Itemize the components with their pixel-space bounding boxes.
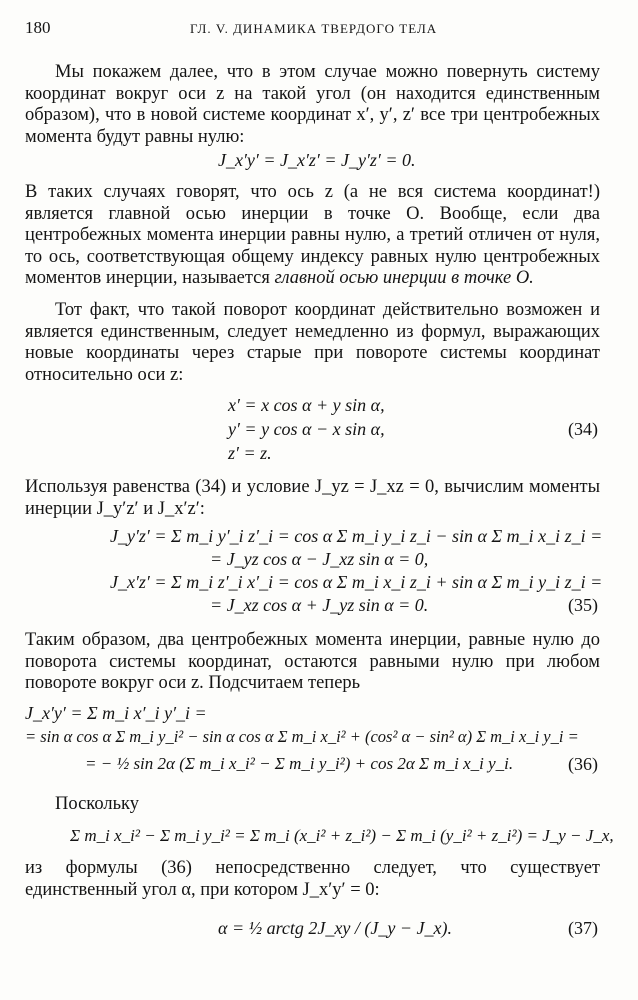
equation-35-line-3: J_x′z′ = Σ m_i z′_i x′_i = cos α Σ m_i x_i z_i + sin α Σ m_i y_i z_i =	[110, 572, 603, 592]
paragraph-4: Используя равенства (34) и условие J_yz = J_xz = 0, вычислим моменты инерции J_y′z′ и J_x′z′:	[25, 477, 600, 519]
chapter-title: ГЛ. V. ДИНАМИКА ТВЕРДОГО ТЕЛА	[190, 21, 438, 36]
paragraph-2: В таких случаях говорят, что ось z (а не вся система координат!) является главной осью инерции в точке O. Вообще, если два центробежных момента инерции равны нулю, а третий отличен от нуля, то ось, соответствующая общему индексу равных нулю центробежных моментов инерции, называется главной осью инерции в точке O.	[25, 182, 600, 289]
equation-35-line-1: J_y′z′ = Σ m_i y′_i z′_i = cos α Σ m_i y_i z_i − sin α Σ m_i x_i z_i =	[110, 526, 603, 546]
paragraph-6: Поскольку	[55, 794, 139, 814]
equation-34-line-3: z′ = z.	[228, 443, 272, 463]
equation-number-34: (34)	[568, 419, 598, 439]
equation-36-line-2: = sin α cos α Σ m_i y_i² − sin α cos α Σ m_i x_i² + (cos² α − sin² α) Σ m_i x_i y_i =	[25, 727, 579, 746]
equation-number-35: (35)	[568, 595, 598, 615]
paragraph-1: Мы покажем далее, что в этом случае можно повернуть систему координат вокруг оси z на такой угол (он находится единственным образом), что в новой системе координат x′, y′, z′ все три центробежных момента будут равны нулю:	[25, 62, 600, 147]
equation-34-line-1: x′ = x cos α + y sin α,	[228, 395, 385, 415]
equation-34-line-2: y′ = y cos α − x sin α,	[228, 419, 385, 439]
equation-36-line-1: J_x′y′ = Σ m_i x′_i y′_i =	[25, 703, 207, 723]
equation-number-36: (36)	[568, 754, 598, 774]
equation-zero-moments: J_x′y′ = J_x′z′ = J_y′z′ = 0.	[218, 150, 416, 170]
equation-35-line-4: = J_xz cos α + J_yz sin α = 0.	[210, 595, 429, 615]
paragraph-7: из формулы (36) непосредственно следует, что существует единственный угол α, при котором J_x′y′ = 0:	[25, 858, 600, 900]
principal-axis-term: главной осью инерции в точке O.	[274, 268, 534, 289]
equation-36-line-3: = − ½ sin 2α (Σ m_i x_i² − Σ m_i y_i²) + cos 2α Σ m_i x_i y_i.	[85, 754, 514, 773]
equation-since: Σ m_i x_i² − Σ m_i y_i² = Σ m_i (x_i² + z_i²) − Σ m_i (y_i² + z_i²) = J_y − J_x,	[70, 826, 614, 845]
equation-number-37: (37)	[568, 918, 598, 938]
paragraph-3: Тот факт, что такой поворот координат действительно возможен и является единственным, следует немедленно из формул, выражающих новые координаты через старые при повороте системы координат относительно оси z:	[25, 300, 600, 385]
equation-37: α = ½ arctg 2J_xy / (J_y − J_x).	[218, 918, 452, 938]
page-number: 180	[25, 18, 51, 37]
equation-35-line-2: = J_yz cos α − J_xz sin α = 0,	[210, 549, 429, 569]
paragraph-5: Таким образом, два центробежных момента инерции, равные нулю до поворота системы координат, остаются равными нулю при любом повороте вокруг оси z. Подсчитаем теперь	[25, 630, 600, 694]
running-header	[25, 18, 608, 42]
